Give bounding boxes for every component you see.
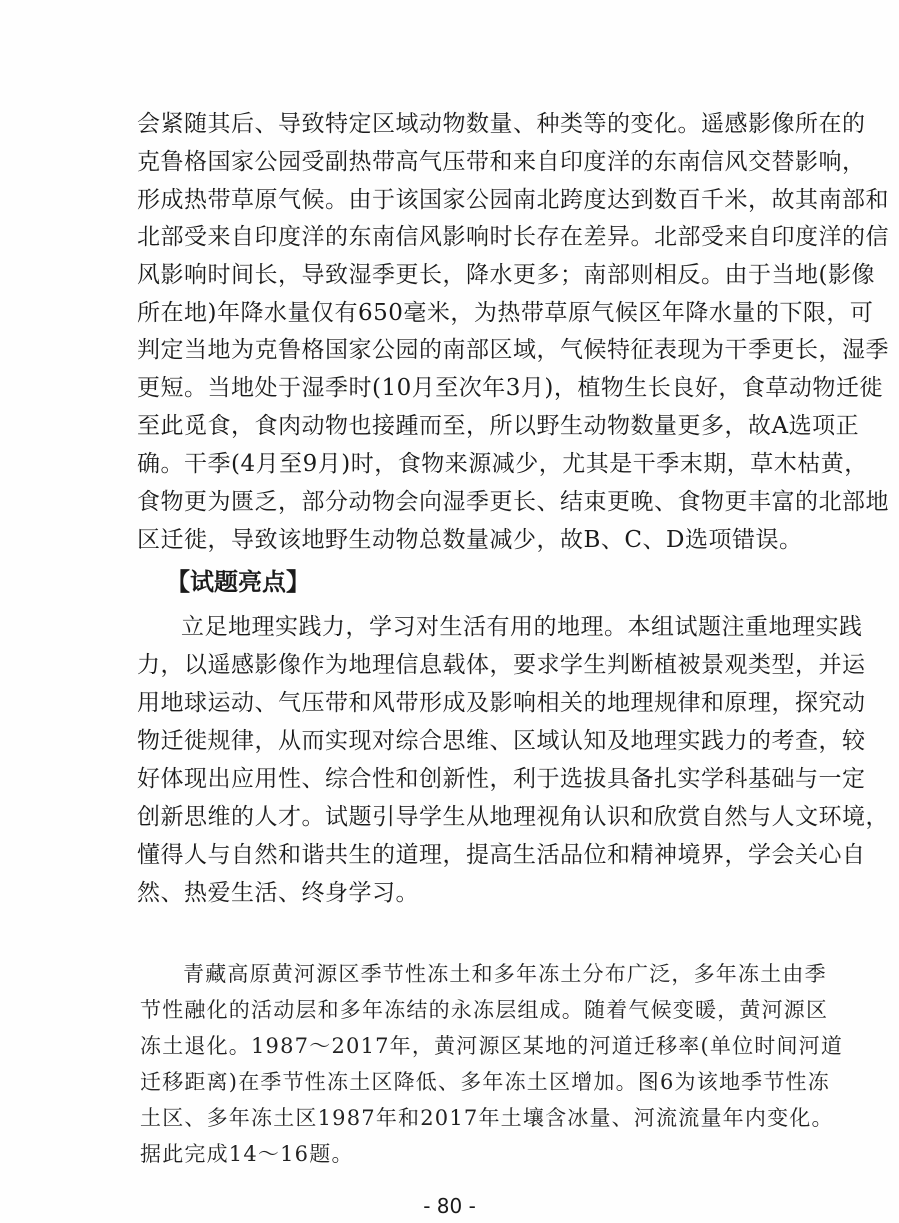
page-number: - 80 -: [423, 1194, 476, 1218]
question-line: 土区、多年冻土区1987年和2017年土壤含冰量、河流流量年内变化。: [140, 1106, 834, 1130]
analysis-line: 克鲁格国家公园受副热带高气压带和来自印度洋的东南信风交替影响，: [137, 149, 866, 175]
question-line: 迁移距离)在季节性冻土区降低、多年冻土区增加。图6为该地季节性冻: [140, 1070, 830, 1094]
highlights-line: 然、热爱生活、终身学习。: [137, 880, 419, 906]
analysis-line: 食物更为匮乏，部分动物会向湿季更长、结束更晚、食物更丰富的北部地: [137, 489, 889, 515]
highlights-line: 力，以遥感影像作为地理信息载体，要求学生判断植被景观类型，并运: [137, 652, 866, 678]
analysis-line: 所在地)年降水量仅有650毫米，为热带草原气候区年降水量的下限，可: [137, 300, 874, 326]
analysis-line: 北部受来自印度洋的东南信风影响时长存在差异。北部受来自印度洋的信: [137, 224, 889, 250]
highlights-line: 创新思维的人才。试题引导学生从地理视角认识和欣赏自然与人文环境，: [137, 804, 889, 830]
question-line: 据此完成14～16题。: [140, 1142, 354, 1166]
highlights-line: 懂得人与自然和谐共生的道理，提高生活品位和精神境界，学会关心自: [137, 842, 866, 868]
analysis-line: 判定当地为克鲁格国家公园的南部区域，气候特征表现为干季更长，湿季: [137, 337, 889, 363]
analysis-line: 确。干季(4月至9月)时，食物来源减少，尤其是干季末期，草木枯黄，: [137, 451, 868, 477]
analysis-line: 至此觅食，食肉动物也接踵而至，所以野生动物数量更多，故A选项正: [137, 413, 860, 439]
analysis-line: 形成热带草原气候。由于该国家公园南北跨度达到数百千米，故其南部和: [137, 187, 889, 213]
highlights-line: 用地球运动、气压带和风带形成及影响相关的地理规律和原理，探究动: [137, 690, 866, 716]
question-line: 青藏高原黄河源区季节性冻土和多年冻土分布广泛，多年冻土由季: [183, 962, 827, 986]
highlights-line: 物迁徙规律，从而实现对综合思维、区域认知及地理实践力的考查，较: [137, 728, 866, 754]
highlights-line: 立足地理实践力，学习对生活有用的地理。本组试题注重地理实践: [181, 614, 863, 640]
analysis-line: 会紧随其后、导致特定区域动物数量、种类等的变化。遥感影像所在的: [137, 111, 866, 137]
question-line: 冻土退化。1987～2017年，黄河源区某地的河道迁移率(单位时间河道: [140, 1034, 844, 1058]
question-line: 节性融化的活动层和多年冻结的永冻层组成。随着气候变暖，黄河源区: [140, 998, 829, 1022]
highlights-line: 好体现出应用性、综合性和创新性，利于选拔具备扎实学科基础与一定: [137, 766, 866, 792]
analysis-line: 区迁徙，导致该地野生动物总数量减少，故B、C、D选项错误。: [137, 527, 803, 553]
analysis-line: 风影响时间长，导致湿季更长，降水更多；南部则相反。由于当地(影像: [137, 262, 875, 288]
highlights-heading: 【试题亮点】: [166, 568, 310, 596]
analysis-line: 更短。当地处于湿季时(10月至次年3月)，植物生长良好，食草动物迁徙: [137, 375, 883, 401]
